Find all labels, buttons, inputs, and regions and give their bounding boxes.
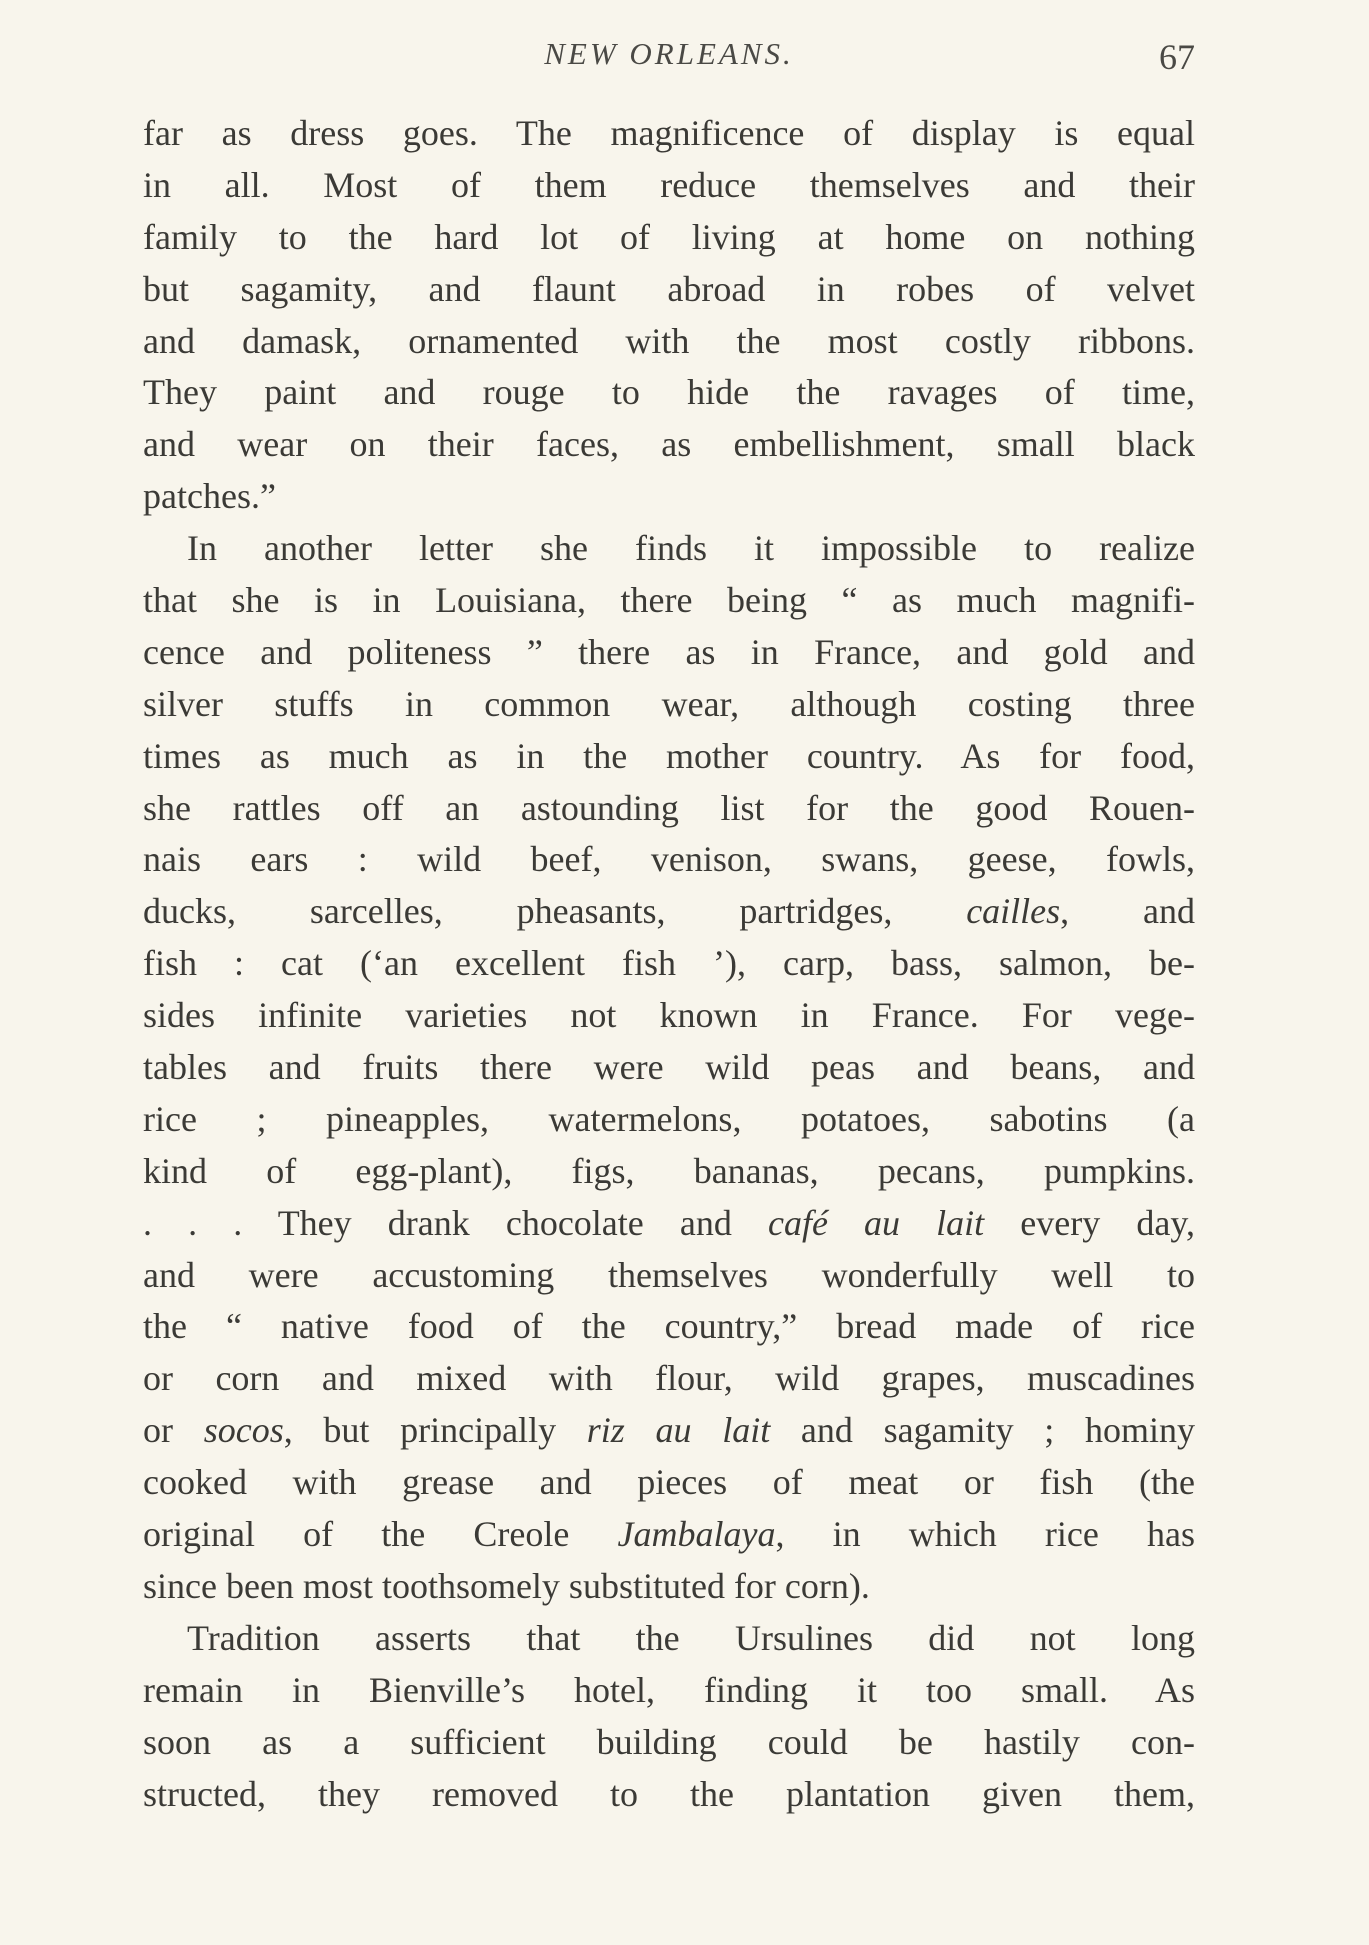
text-line	[143, 108, 1195, 160]
text-segment: since been most toothsomely substituted for corn).	[143, 1565, 870, 1606]
text-line	[143, 212, 1195, 264]
text-line	[143, 1561, 1195, 1613]
page-header	[143, 36, 1195, 88]
italic-text-segment: cailles	[966, 891, 1061, 932]
text-line	[143, 1042, 1195, 1094]
text-segment: sides infinite varieties not known in France. For vege-	[143, 995, 1195, 1036]
text-line	[143, 575, 1195, 627]
text-segment: in all. Most of them reduce themselves and their	[143, 164, 1195, 205]
text-segment: but sagamity, and flaunt abroad in robes of velvet	[143, 268, 1195, 309]
text-line	[143, 1457, 1195, 1509]
text-line	[143, 1717, 1195, 1769]
text-segment: patches.”	[143, 476, 276, 517]
page-number: 67	[1159, 37, 1195, 77]
text-line	[143, 886, 1195, 938]
italic-text-segment: riz au lait	[586, 1410, 771, 1451]
text-segment: the “ native food of the country,” bread made of rice	[143, 1306, 1195, 1347]
text-segment: . . . They drank chocolate and	[143, 1202, 768, 1243]
text-line	[143, 419, 1195, 471]
text-line	[143, 1301, 1195, 1353]
text-segment: , but principally	[283, 1410, 587, 1451]
text-segment: tables and fruits there were wild peas and beans, and	[143, 1047, 1195, 1088]
text-segment: every day,	[984, 1202, 1195, 1243]
text-segment: that she is in Louisiana, there being “ as much magnifi-	[143, 580, 1195, 621]
text-line	[143, 316, 1195, 368]
italic-text-segment: Jambalaya	[617, 1514, 776, 1555]
text-line	[143, 990, 1195, 1042]
text-line	[143, 471, 1195, 523]
text-line	[143, 679, 1195, 731]
text-segment: fish : cat (‘an excellent fish ’), carp, bass, salmon, be-	[143, 943, 1195, 984]
text-line	[143, 1353, 1195, 1405]
text-segment: Tradition asserts that the Ursulines did not long	[187, 1617, 1195, 1658]
text-segment: , in which rice has	[775, 1514, 1195, 1555]
text-segment: In another letter she finds it impossible to realize	[187, 528, 1195, 569]
text-segment: nais ears : wild beef, venison, swans, geese, fowls,	[143, 839, 1195, 880]
text-segment: They paint and rouge to hide the ravages of time,	[143, 372, 1195, 413]
text-segment: she rattles off an astounding list for the good Rouen-	[143, 787, 1195, 828]
text-line	[143, 783, 1195, 835]
text-line	[143, 1198, 1195, 1250]
text-segment: cooked with grease and pieces of meat or fish (the	[143, 1462, 1195, 1503]
text-segment: silver stuffs in common wear, although costing three	[143, 683, 1195, 724]
text-segment: ducks, sarcelles, pheasants, partridges,	[143, 891, 967, 932]
text-line	[143, 731, 1195, 783]
text-line	[143, 264, 1195, 316]
text-segment: and sagamity ; hominy	[770, 1410, 1195, 1451]
text-segment: remain in Bienville’s hotel, finding it too small. As	[143, 1669, 1195, 1710]
text-line	[143, 1509, 1195, 1561]
text-segment: rice ; pineapples, watermelons, potatoes, sabotins (a	[143, 1098, 1195, 1139]
text-segment: or	[143, 1410, 204, 1451]
text-segment: , and	[1060, 891, 1195, 932]
text-segment: family to the hard lot of living at home on nothing	[143, 216, 1195, 257]
text-line	[143, 367, 1195, 419]
text-segment: kind of egg-plant), figs, bananas, pecans, pumpkins.	[143, 1150, 1195, 1191]
italic-text-segment: café au lait	[767, 1202, 985, 1243]
text-segment: and were accustoming themselves wonderfully well to	[143, 1254, 1195, 1295]
body-text	[143, 108, 1195, 1820]
text-segment: structed, they removed to the plantation given them,	[143, 1773, 1195, 1814]
text-line	[143, 1094, 1195, 1146]
text-segment: and wear on their faces, as embellishment, small black	[143, 424, 1195, 465]
italic-text-segment: socos	[203, 1410, 284, 1451]
text-line	[143, 1146, 1195, 1198]
text-line	[143, 1665, 1195, 1717]
text-line	[143, 938, 1195, 990]
text-segment: and damask, ornamented with the most costly ribbons.	[143, 320, 1195, 361]
text-segment: or corn and mixed with flour, wild grapes, muscadines	[143, 1358, 1195, 1399]
text-line	[143, 160, 1195, 212]
text-line	[143, 1250, 1195, 1302]
text-line	[143, 1613, 1195, 1665]
text-line	[143, 1769, 1195, 1821]
text-line	[143, 834, 1195, 886]
text-segment: original of the Creole	[143, 1514, 618, 1555]
text-segment: soon as a sufficient building could be hastily con-	[143, 1721, 1195, 1762]
text-line	[143, 627, 1195, 679]
running-head: NEW ORLEANS.	[544, 36, 794, 71]
text-segment: cence and politeness ” there as in France, and gold and	[143, 631, 1195, 672]
text-segment: times as much as in the mother country. As for food,	[143, 735, 1195, 776]
text-line	[143, 523, 1195, 575]
text-line	[143, 1405, 1195, 1457]
text-segment: far as dress goes. The magnificence of display is equal	[143, 113, 1195, 153]
